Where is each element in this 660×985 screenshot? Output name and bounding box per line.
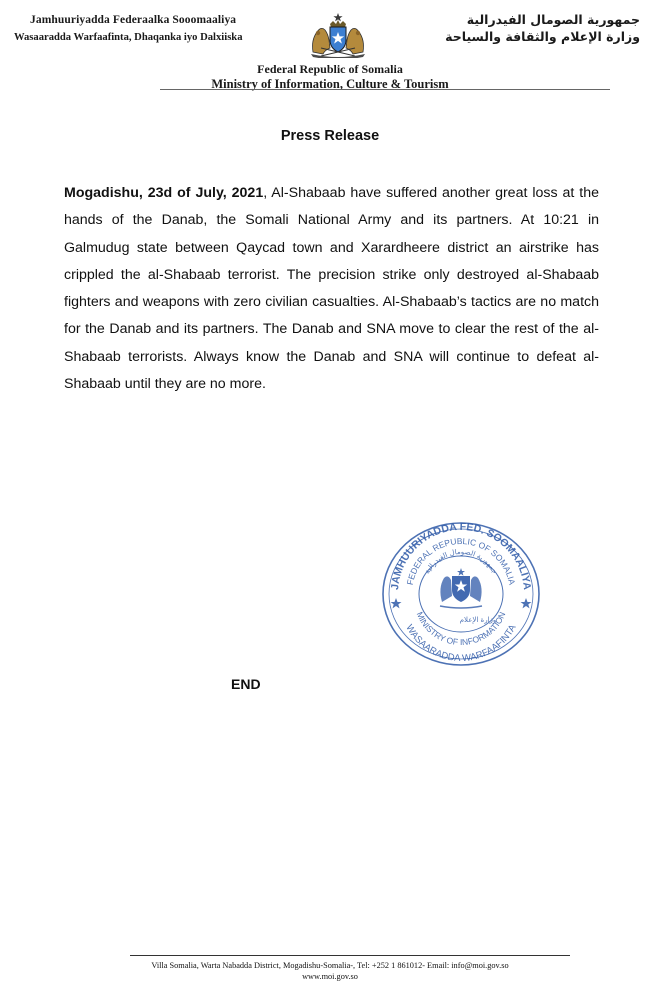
footer xyxy=(0,960,660,982)
letterhead-english-line2: Ministry of Information, Culture & Tourism xyxy=(211,77,449,91)
footer-website: www.moi.gov.so xyxy=(302,972,358,981)
somalia-coat-of-arms-icon xyxy=(303,12,373,58)
stamp-top-text: JAMHUURIYADDA FED. SOOMAALIYA xyxy=(389,520,533,591)
letterhead-arabic-line1: جمهورية الصومال الفيدرالية xyxy=(466,12,640,27)
header-divider xyxy=(160,89,610,90)
letterhead-arabic-line2: وزارة الإعلام والثقافة والسياحة xyxy=(445,29,640,44)
body-paragraph: , Al-Shabaab have suffered another great loss at the hands of the Danab, the Somali National Army and its partners. At 10:21 in Galmudug state between Qaycad town and Xarardheere district an airstrike has crippled the al-Shabaab terrorist. The precision strike only destroyed al-Shabaab fighters and weapons with zero civilian casualties. Al-Shabaab’s tactics are no match for the Danab and its partners. The Danab and SNA move to clear the rest of the al-Shabaab terrorists. Always know the Danab and SNA will continue to defeat al-Shabaab until they are no more. xyxy=(64,185,599,393)
letterhead-somali xyxy=(14,14,243,43)
footer-divider xyxy=(130,955,570,956)
letterhead-english-line1: Federal Republic of Somalia xyxy=(257,62,403,76)
footer-address: Villa Somalia, Warta Nabadda District, Mogadishu-Somalia-, Tel: +252 1 861012- Email: info@moi.gov.so xyxy=(151,961,509,970)
dateline: Mogadishu, 23d of July, 2021 xyxy=(64,185,264,201)
stamp-arabic-top: جمهورية الصومال الفيدرالية xyxy=(423,547,499,576)
page-title: Press Release xyxy=(280,128,380,144)
stamp-bottom-outer: WASAARADDA WARFAAFINTA xyxy=(403,622,519,665)
ministry-stamp xyxy=(376,518,546,668)
stamp-bottom-inner: MINISTRY OF INFORMATION xyxy=(414,610,508,648)
stamp-arabic-bottom: وزارة الإعلام xyxy=(459,616,497,624)
stamp-emblem-icon xyxy=(440,568,482,608)
press-release-body xyxy=(64,180,599,398)
letterhead-arabic xyxy=(445,12,640,44)
letterhead-somali-line2: Wasaaradda Warfaafinta, Dhaqanka iyo Dalxiiska xyxy=(14,32,243,43)
stamp-inner-text: FEDERAL REPUBLIC OF SOMALIA xyxy=(404,535,518,586)
letterhead-somali-line1: Jamhuuriyadda Federaalka Sooomaaliya xyxy=(30,14,237,26)
letterhead-english xyxy=(0,62,660,92)
end-mark: END xyxy=(231,676,261,692)
